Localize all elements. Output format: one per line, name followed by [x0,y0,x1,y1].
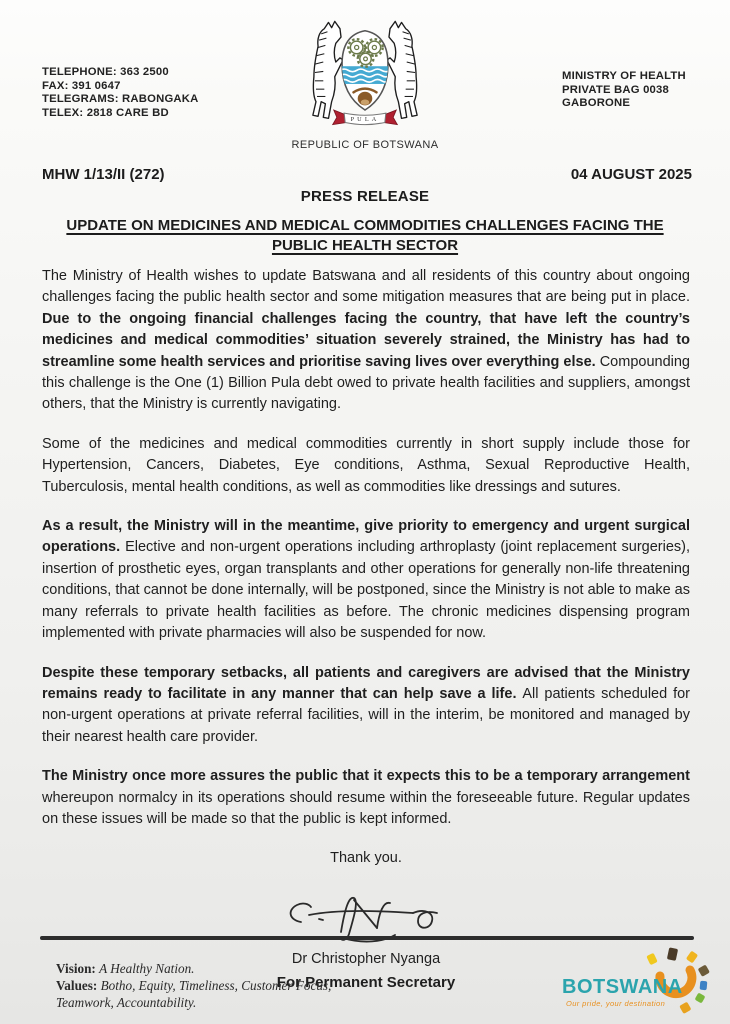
vision-text: A Healthy Nation. [99,961,195,976]
country-name: REPUBLIC OF BOTSWANA [291,139,439,151]
contact-telegrams: TELEGRAMS: RABONGAKA [42,93,199,106]
brand-tagline: Our pride, your destination [566,999,666,1008]
botswana-brand-logo [562,946,712,1020]
closing-thanks: Thank you. [330,850,402,867]
signatory-name: Dr Christopher Nyanga [291,951,441,968]
ministry-name: MINISTRY OF HEALTH [562,70,686,82]
motto-ribbon-icon [333,110,398,125]
paragraph-text: All patients scheduled for non-urgent operations at private referral facilities, will in the interim, be monitored and managed by their nearest health care provider. [42,685,690,745]
ministry-address: PRIVATE BAG 0038 [562,83,669,96]
paragraph-text: Compounding this challenge is the One (1) Billion Pula debt owed to private health facilities and suppliers, amongst others, that the Ministry is currently navigating. [42,353,690,413]
paragraph [42,266,690,416]
contact-fax: FAX: 391 0647 [42,79,121,92]
values-label: Values: [56,978,98,993]
contact-block [42,66,199,120]
contact-telephone: TELEPHONE: 363 2500 [42,66,169,78]
reference-number: MHW 1/13/II (272) [42,166,165,183]
brand-name: BOTSWANA [562,976,683,998]
signatory-title: For Permanent Secretary [276,973,456,991]
footer-vision-values [56,960,386,1011]
paragraph-bold-text: Due to the ongoing financial challenges facing the country, that have left the country’s medicines and medical commodities’ situation severely strained, the Ministry has had to streamline some health services and prioritise saving lives over everything else. [42,310,690,370]
vision-label: Vision: [56,961,96,976]
document-date: 04 AUGUST 2025 [570,166,692,183]
botswana-coat-of-arms [292,14,438,137]
paragraph-text: whereupon normalcy in its operations should resume within the foreseeable future. Regular updates on these issues will be made so that the public is kept informed. [42,789,690,827]
paragraph [42,516,690,644]
ministry-city: GABORONE [562,97,631,110]
document-type: PRESS RELEASE [300,188,430,205]
paragraph-bold-text: The Ministry once more assures the public that it expects this to be a temporary arrangement [42,768,690,785]
values-text: Botho, Equity, Timeliness, Customer Focus, Teamwork, Accountability. [56,978,332,1010]
ministry-block [562,70,686,111]
zebra-right-icon [387,21,417,118]
paragraph-text: Some of the medicines and medical commodities currently in short supply include those for Hypertension, Cancers, Diabetes, Eye conditions, Asthma, Sexual Reproductive Health, Tuberculosis, mental health conditions, as well as commodities like dressings and sutures. [42,435,690,495]
reference-row [42,166,692,183]
paragraph-bold-text: Despite these temporary setbacks, all patients and caregivers are advised that the Ministry remains ready to facilitate in any manner that can help save a life. [42,664,690,702]
crest-motto: PULA [350,115,380,123]
contact-telex: TELEX: 2818 CARE BD [42,106,169,119]
paragraph-bold-text: As a result, the Ministry will in the meantime, give priority to emergency and urgent surgical operations. [42,518,690,556]
paragraph [42,434,690,498]
coat-of-arms-icon [292,14,438,132]
paragraph-text: The Ministry of Health wishes to update Batswana and all residents of this country about ongoing challenges facing the public health sector and some mitigation measures that are being put in place. [42,268,690,306]
paragraph [42,766,690,830]
press-body [42,266,690,993]
paragraph [42,663,690,749]
zebra-left-icon [313,21,343,118]
paragraph-text: Elective and non-urgent operations including arthroplasty (joint replacement surgeries), insertion of prosthetic eyes, organ transplants and other operations for generally non-life threatening conditions, that cannot be done internally, will be postponed, since the Ministry is not able to make as many referrals to private health facilities as before. The chronic medicines dispensing program implemented with private pharmacies will also be suspended for now. [42,539,690,642]
document-title: UPDATE ON MEDICINES AND MEDICAL COMMODITIES CHALLENGES FACING THE PUBLIC HEALTH SECTOR [66,217,664,254]
footer-divider [40,936,694,940]
